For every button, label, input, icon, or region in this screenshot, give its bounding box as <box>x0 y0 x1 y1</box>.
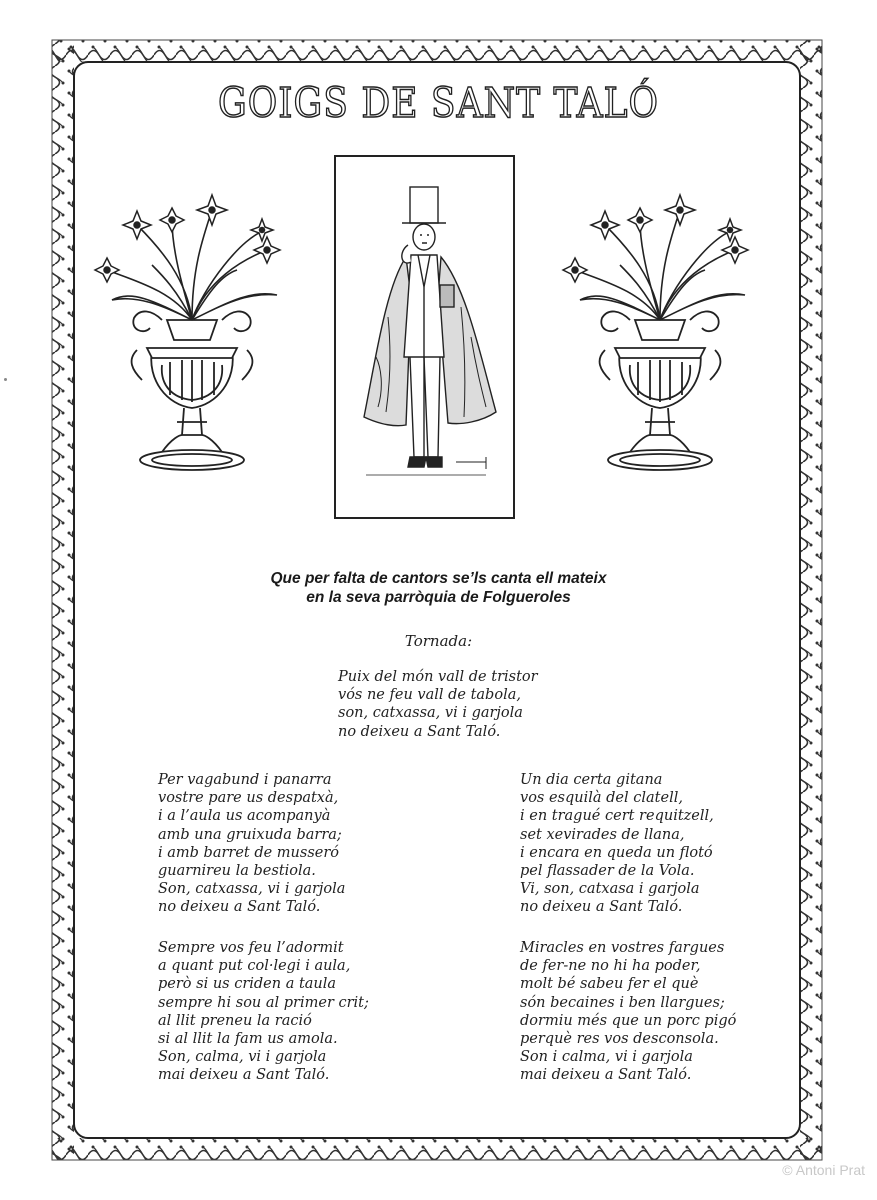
verse-line: a quant put col·legi i aula, <box>158 958 351 975</box>
verse-line: sempre hi sou al primer crit; <box>158 994 369 1011</box>
verse-line: vós ne feu vall de tabola, <box>338 687 521 704</box>
verse-line: son, catxassa, vi i garjola <box>338 705 523 722</box>
verse-line: i encara en queda un flotó <box>520 844 713 861</box>
verse-line: pel flassader de la Vola. <box>520 862 695 879</box>
scan-speck <box>4 378 7 381</box>
tornada-stanza <box>338 668 538 741</box>
subtitle-line-2: en la seva parròquia de Folgueroles <box>306 589 571 606</box>
verse-line: no deixeu a Sant Taló. <box>158 899 321 916</box>
verse-line: amb una gruixuda barra; <box>158 826 342 843</box>
verse-line: vos esquilà del clatell, <box>520 790 683 807</box>
stanza-right-1 <box>520 771 714 917</box>
verse-line: i en tragué cert requitzell, <box>520 808 714 825</box>
verse-line: al llit preneu la ració <box>158 1012 312 1029</box>
verse-line: set xevirades de llana, <box>520 826 685 843</box>
verse-line: si al llit la fam us amola. <box>158 1030 338 1047</box>
verse-line: Sempre vos feu l’adormit <box>158 940 344 956</box>
subtitle <box>0 569 877 607</box>
tornada-label: Tornada: <box>404 632 473 650</box>
verse-line: Miracles en vostres fargues <box>520 940 725 956</box>
verse-line: mai deixeu a Sant Taló. <box>520 1067 692 1084</box>
stanza-left-2 <box>158 939 369 1085</box>
verse-line: són becaines i ben llargues; <box>520 994 725 1011</box>
flower-vase-illustration-right <box>560 190 760 480</box>
verse-line: no deixeu a Sant Taló. <box>338 723 501 740</box>
verse-line: molt bé sabeu fer el què <box>520 976 699 993</box>
stanza-right-2 <box>520 939 736 1085</box>
top-hat-man-illustration <box>336 157 513 517</box>
verse-line: Un dia certa gitana <box>520 772 663 788</box>
verse-line: i amb barret de musseró <box>158 844 340 861</box>
verse-line: no deixeu a Sant Taló. <box>520 899 683 916</box>
subtitle-line-1: Que per falta de cantors se’ls canta ell mateix <box>270 570 607 587</box>
verse-line: guarnireu la bestiola. <box>158 862 316 879</box>
copyright-watermark: © Antoni Prat <box>782 1162 865 1178</box>
stanza-left-1 <box>158 771 345 917</box>
flower-vase-illustration-left <box>92 190 292 480</box>
verse-line: Vi, son, catxasa i garjola <box>520 881 700 898</box>
verse-line: Puix del món vall de tristor <box>338 669 538 685</box>
page-title: GOIGS DE SANT TALÓ <box>217 80 660 128</box>
verse-line: vostre pare us despatxà, <box>158 790 339 807</box>
verse-line: de fer-ne no hi ha poder, <box>520 958 701 975</box>
verse-line: perquè res vos desconsola. <box>520 1030 719 1047</box>
verse-line: dormiu més que un porc pigó <box>520 1012 737 1029</box>
verse-line: Son i calma, vi i garjola <box>520 1049 693 1066</box>
verse-line: Son, catxassa, vi i garjola <box>158 881 346 898</box>
verse-line: Per vagabund i panarra <box>158 772 332 788</box>
saint-portrait-frame <box>334 155 515 519</box>
verse-line: mai deixeu a Sant Taló. <box>158 1067 330 1084</box>
verse-line: i a l’aula us acompanyà <box>158 808 331 825</box>
verse-line: però si us criden a taula <box>158 976 337 993</box>
verse-line: Son, calma, vi i garjola <box>158 1049 327 1066</box>
